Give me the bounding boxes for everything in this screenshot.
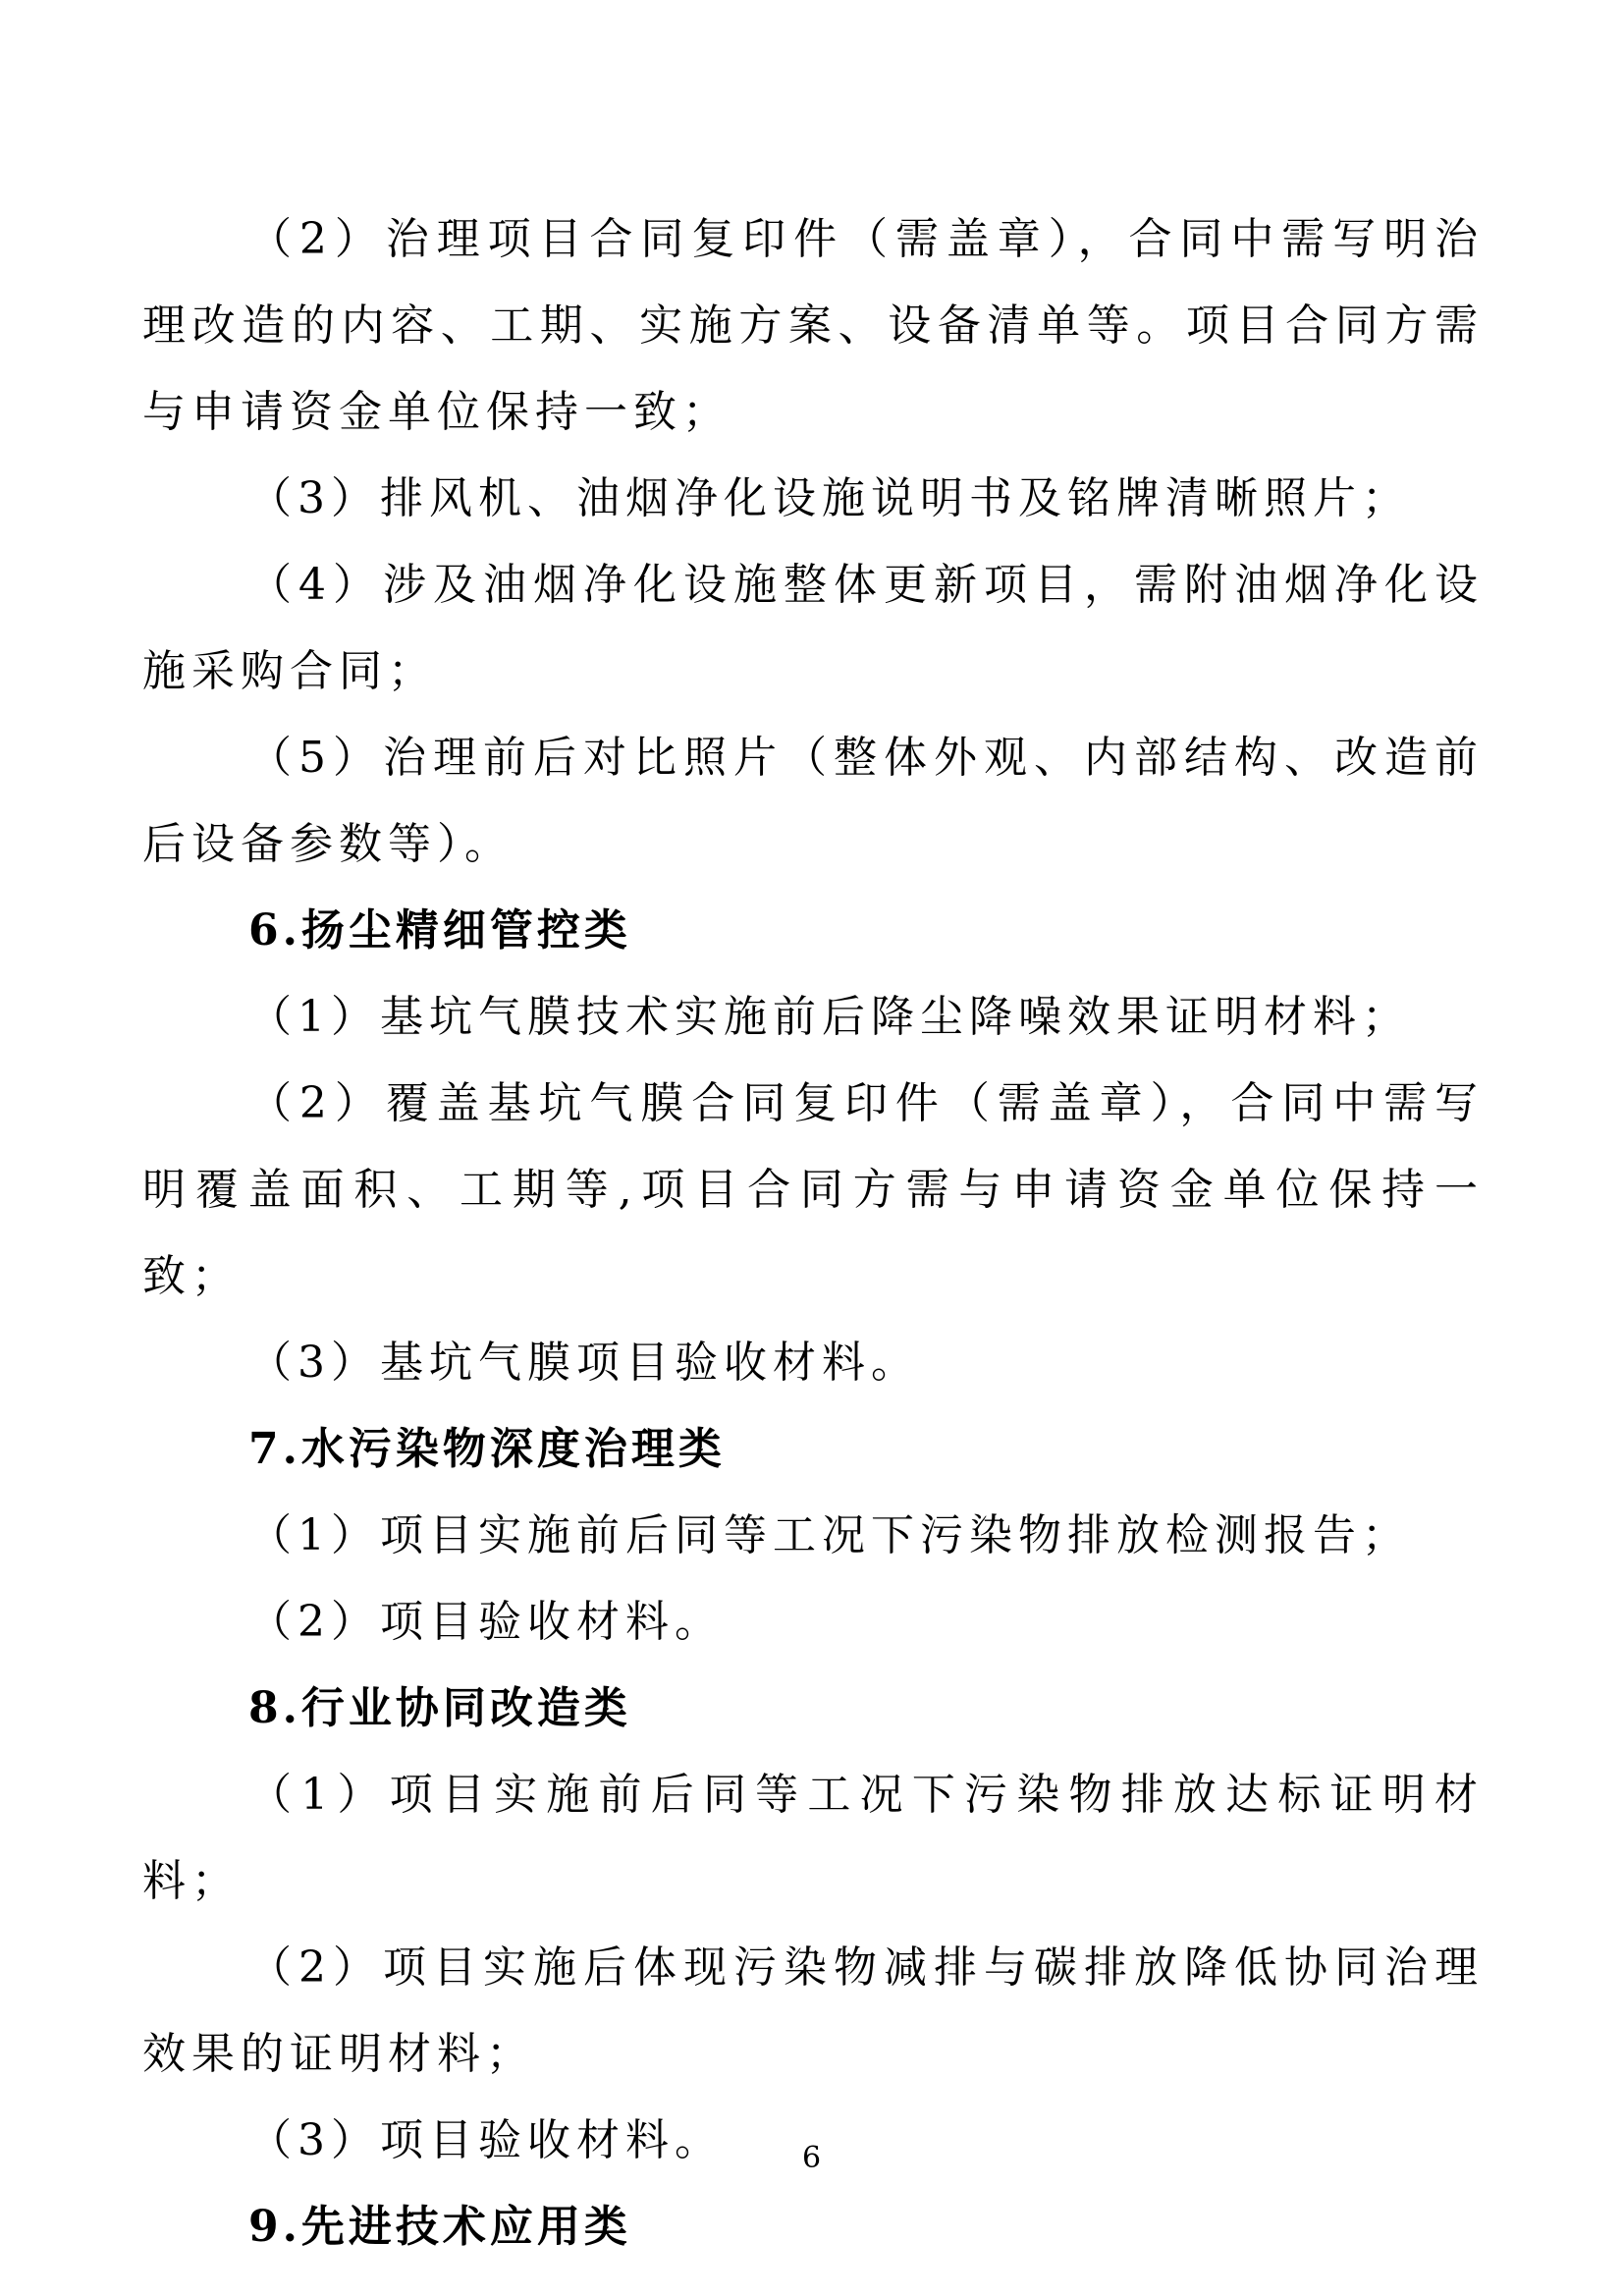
section-heading-6: 6.扬尘精细管控类 (248, 905, 631, 956)
paragraph-6-item-3: （3）基坑气膜项目验收材料。 (248, 1338, 920, 1388)
page-number: 6 (801, 2141, 822, 2175)
document-body (142, 196, 1484, 2270)
section-heading-8: 8.行业协同改造类 (248, 1683, 631, 1733)
paragraph-item-5: （5）治理前后对比照片（整体外观、内部结构、改造前后设备参数等）。 (142, 733, 1484, 869)
paragraph-7-item-1: （1）项目实施前后同等工况下污染物排放检测报告； (248, 1510, 1411, 1560)
paragraph-item-4: （4）涉及油烟净化设施整体更新项目，需附油烟净化设施采购合同； (142, 560, 1484, 696)
paragraph-6-item-2: （2）覆盖基坑气膜合同复印件（需盖章），合同中需写明覆盖面积、工期等,项目合同方需与申请资金单位保持一致； (142, 1078, 1484, 1301)
paragraph-8-item-2: （2）项目实施后体现污染物减排与碳排放降低协同治理效果的证明材料； (142, 1942, 1484, 2079)
paragraph-item-2: （2）治理项目合同复印件（需盖章），合同中需写明治理改造的内容、工期、实施方案、设备清单等。项目合同方需与申请资金单位保持一致； (142, 214, 1484, 437)
section-heading-7: 7.水污染物深度治理类 (248, 1424, 726, 1474)
paragraph-8-item-3: （3）项目验收材料。 (248, 2115, 724, 2165)
paragraph-7-item-2: （2）项目验收材料。 (248, 1597, 724, 1647)
paragraph-8-item-1: （1）项目实施前后同等工况下污染物排放达标证明材料； (142, 1770, 1484, 1906)
paragraph-6-item-1: （1）基坑气膜技术实施前后降尘降噪效果证明材料； (248, 992, 1411, 1042)
paragraph-item-3: （3）排风机、油烟净化设施说明书及铭牌清晰照片； (248, 473, 1411, 523)
section-heading-9: 9.先进技术应用类 (248, 2202, 631, 2252)
